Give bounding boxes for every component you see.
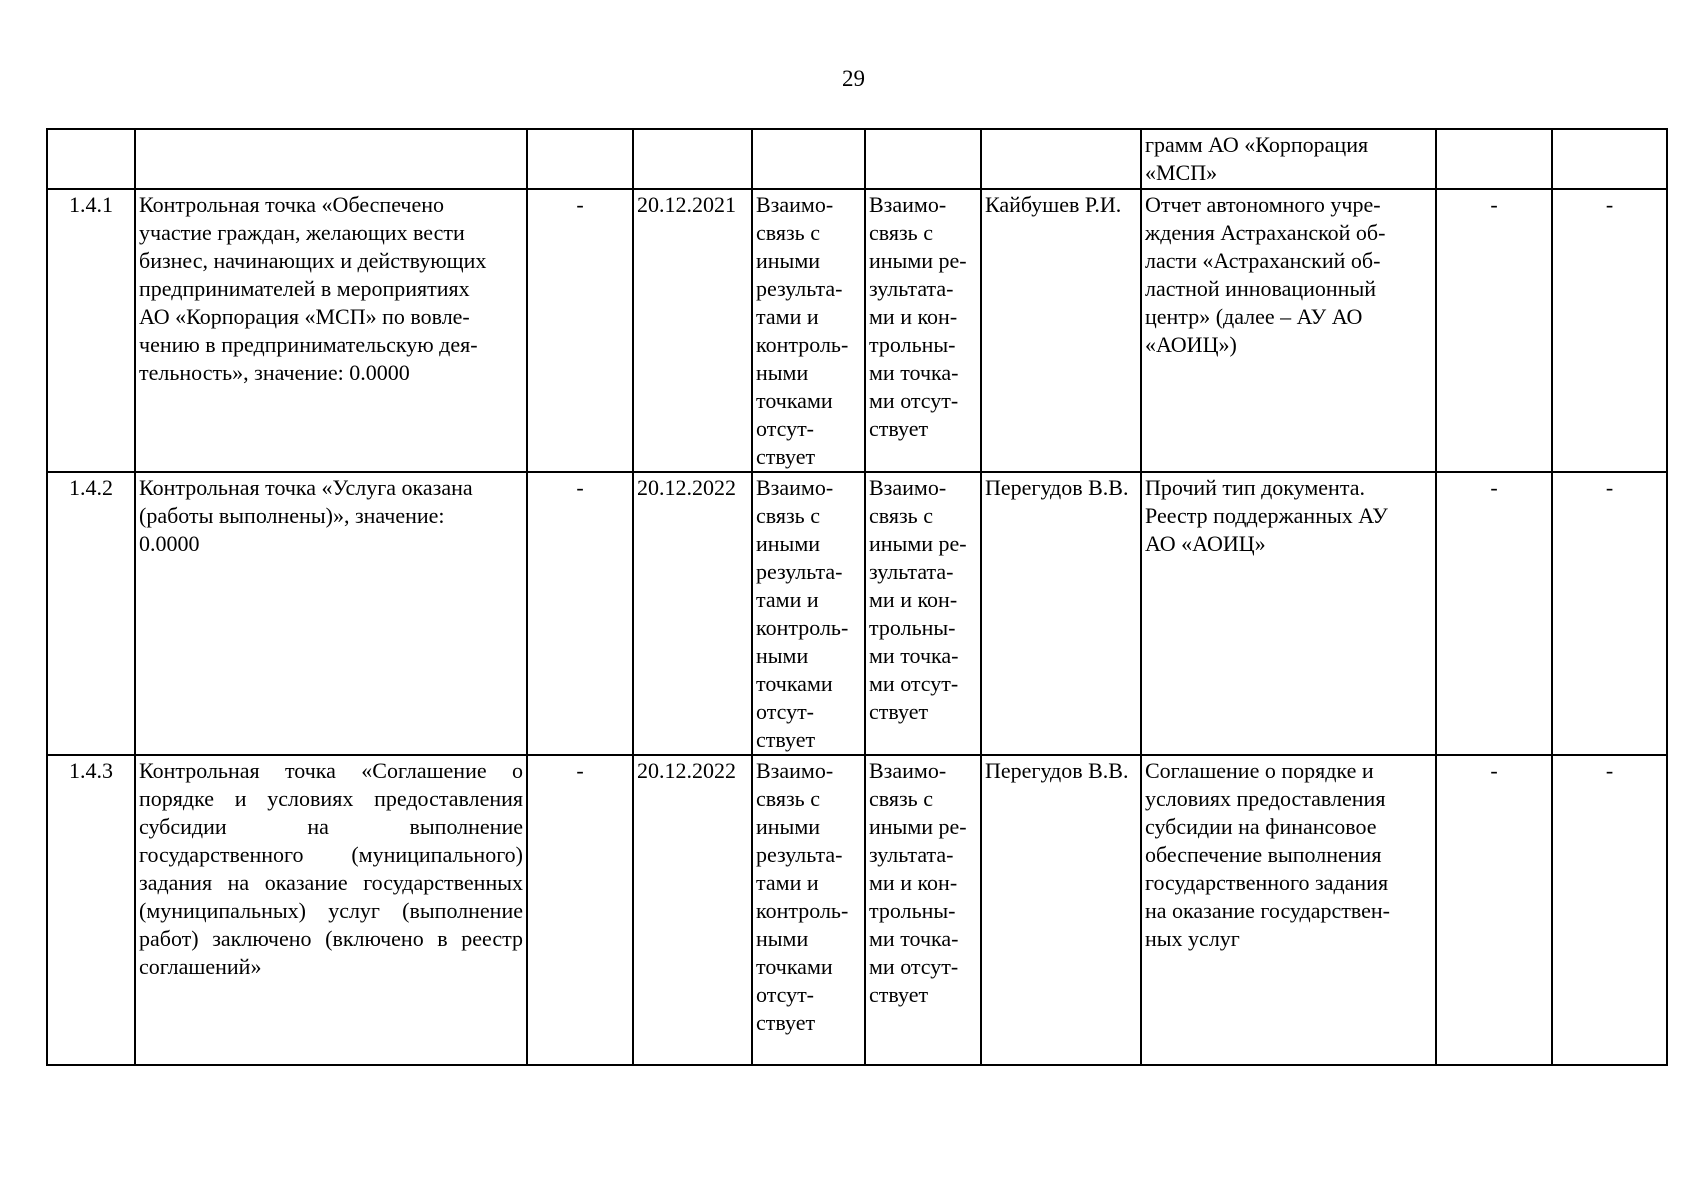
table-row-continuation	[47, 129, 1667, 189]
row-responsible: Кайбушев Р.И.	[981, 189, 1141, 472]
row-document: Отчет автономного учре- ждения Астраханской об- ласти «Астраханский об- ластной инновационный центр» (далее – АУ АО «АОИЦ»)	[1141, 189, 1436, 472]
row-end: 20.12.2022	[633, 755, 752, 1065]
row-col10: -	[1552, 189, 1667, 472]
table-row	[47, 189, 1667, 472]
row-end: 20.12.2022	[633, 472, 752, 755]
cell-col10	[1552, 129, 1667, 189]
row-start: -	[527, 189, 633, 472]
row-start: -	[527, 755, 633, 1065]
row-number: 1.4.2	[47, 472, 135, 755]
row-col10: -	[1552, 472, 1667, 755]
cell-successors	[865, 129, 981, 189]
row-successors: Взаимо- связь с иными ре- зультата- ми и кон- трольны- ми точка- ми отсут- ствует	[865, 755, 981, 1065]
cell-end	[633, 129, 752, 189]
row-col9: -	[1436, 189, 1552, 472]
row-responsible: Перегудов В.В.	[981, 755, 1141, 1065]
row-responsible: Перегудов В.В.	[981, 472, 1141, 755]
cell-name	[135, 129, 527, 189]
row-name: Контрольная точка «Соглашение о порядке и условиях предоставления субсидии на выполнение государственного (муниципального) задания на оказание государственных (муниципальных) услуг (выполнение работ) заключено (включено в реестр соглашений»	[135, 755, 527, 1065]
row-name: Контрольная точка «Обеспечено участие граждан, желающих вести бизнес, начинающих и действующих предпринимателей в мероприятиях АО «Корпорация «МСП» по вовле- чению в предпринимательскую дея- тельность», значение: 0.0000	[135, 189, 527, 472]
row-document: Соглашение о порядке и условиях предоставления субсидии на финансовое обеспечение выполнения государственного задания на оказание государствен- ных услуг	[1141, 755, 1436, 1065]
cell-start	[527, 129, 633, 189]
control-points-table	[46, 128, 1668, 1066]
page-number: 29	[842, 66, 865, 91]
row-number: 1.4.3	[47, 755, 135, 1065]
row-successors: Взаимо- связь с иными ре- зультата- ми и кон- трольны- ми точка- ми отсут- ствует	[865, 472, 981, 755]
row-col9: -	[1436, 755, 1552, 1065]
row-predecessors: Взаимо- связь с иными результа- тами и контроль- ными точками отсут- ствует	[752, 755, 865, 1065]
row-predecessors: Взаимо- связь с иными результа- тами и контроль- ными точками отсут- ствует	[752, 189, 865, 472]
cell-predecessors	[752, 129, 865, 189]
table-row	[47, 755, 1667, 1065]
cell-col9	[1436, 129, 1552, 189]
cell-responsible	[981, 129, 1141, 189]
table-row	[47, 472, 1667, 755]
row-name: Контрольная точка «Услуга оказана (работы выполнены)», значение: 0.0000	[135, 472, 527, 755]
row-col9: -	[1436, 472, 1552, 755]
row-end: 20.12.2021	[633, 189, 752, 472]
row-document: Прочий тип документа. Реестр поддержанных АУ АО «АОИЦ»	[1141, 472, 1436, 755]
row-number: 1.4.1	[47, 189, 135, 472]
cell-document: грамм АО «Корпорация «МСП»	[1141, 129, 1436, 189]
row-predecessors: Взаимо- связь с иными результа- тами и контроль- ными точками отсут- ствует	[752, 472, 865, 755]
cell-number	[47, 129, 135, 189]
row-col10: -	[1552, 755, 1667, 1065]
row-successors: Взаимо- связь с иными ре- зультата- ми и кон- трольны- ми точка- ми отсут- ствует	[865, 189, 981, 472]
row-start: -	[527, 472, 633, 755]
